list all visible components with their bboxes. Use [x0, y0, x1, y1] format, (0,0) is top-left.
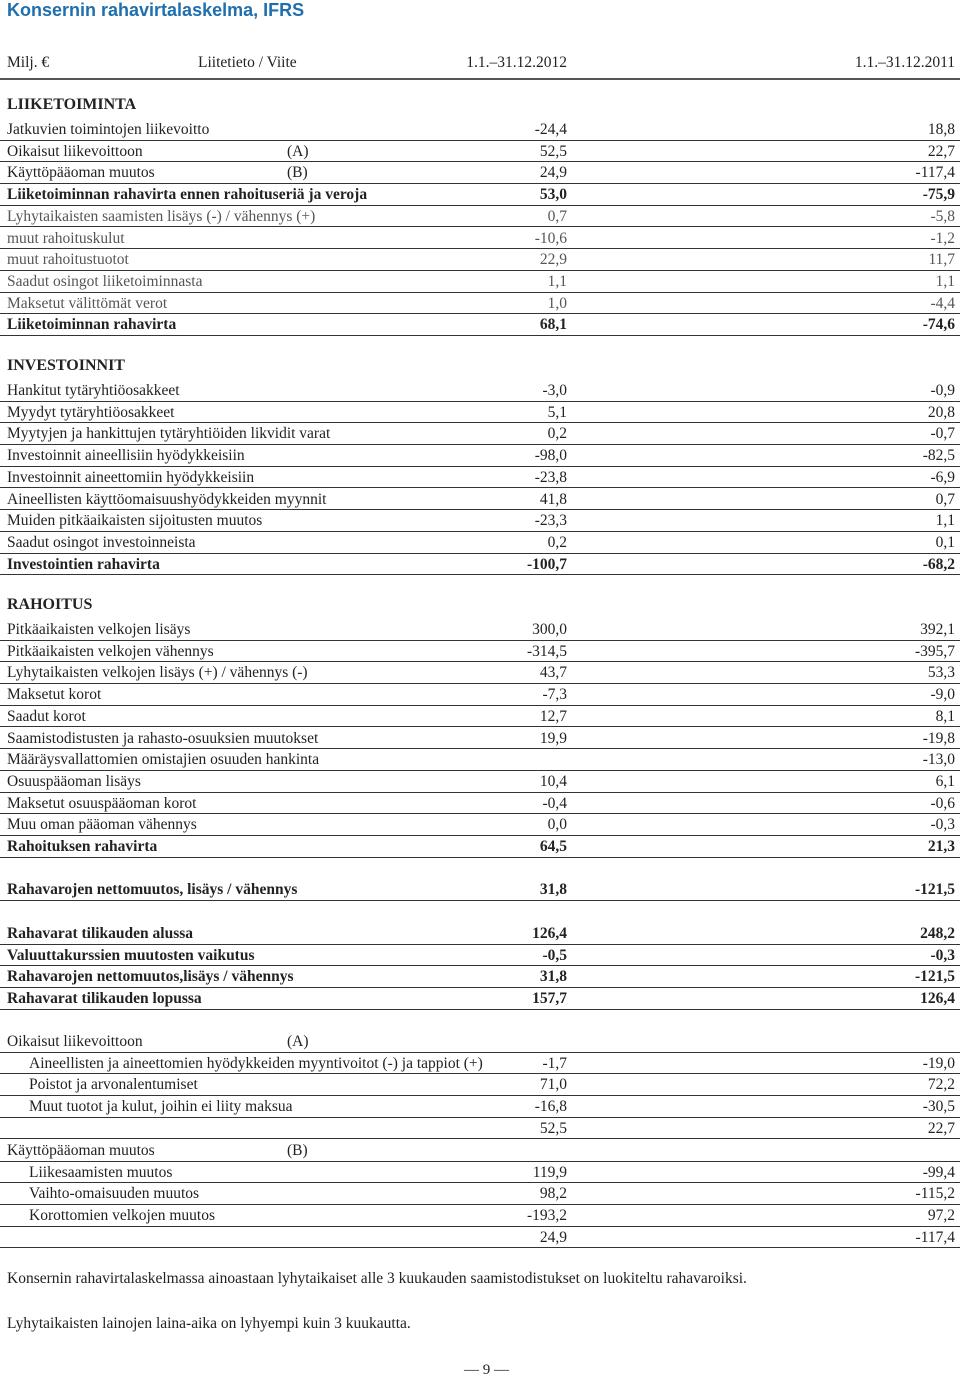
- row-value-2011: -0,3: [930, 816, 955, 834]
- row-value-2011: -395,7: [914, 642, 955, 660]
- subtotal-row: [0, 184, 960, 206]
- table-row: [0, 814, 960, 836]
- row-value-2011: -19,0: [922, 1054, 955, 1072]
- subtotal-row: [0, 314, 960, 336]
- row-value-2011: -74,6: [922, 316, 955, 334]
- row-note: (A): [287, 142, 309, 160]
- net-change-row: [0, 879, 960, 901]
- row-value-2012: -10,6: [534, 229, 567, 247]
- row-value-2011: 248,2: [920, 925, 955, 942]
- unit-label: Milj. €: [7, 54, 50, 71]
- cash-row: [0, 988, 960, 1010]
- row-label: Käyttöpääoman muutos: [7, 164, 155, 182]
- table-row: [0, 402, 960, 424]
- footnote-cash: Konsernin rahavirtalaskelmassa ainoastaan lyhytaikaiset alle 3 kuukauden saamistodistukset on luokiteltu rahavaroiksi.: [7, 1270, 747, 1287]
- table-row: [0, 380, 960, 402]
- row-label: Osuuspääoman lisäys: [7, 772, 141, 790]
- row-value-2011: -0,9: [930, 382, 955, 399]
- row-value-2011: -19,8: [922, 729, 955, 747]
- row-value-2011: -0,3: [930, 946, 955, 964]
- table-row: [0, 445, 960, 467]
- row-label: Saadut osingot liiketoiminnasta: [7, 272, 203, 290]
- row-value-2011: -75,9: [922, 186, 955, 204]
- row-label: Liiketoiminnan rahavirta ennen rahoituseriä ja veroja: [7, 186, 368, 204]
- row-value-2011: -115,2: [915, 1185, 955, 1203]
- row-value-2012: -100,7: [526, 555, 567, 573]
- row-value-2012: 1,0: [547, 294, 567, 312]
- row-value-2012: 41,8: [539, 490, 567, 508]
- row-label: Myydyt tytäryhtiöosakkeet: [7, 403, 175, 421]
- row-value-2012: -7,3: [542, 686, 567, 704]
- table-row: [0, 532, 960, 554]
- period-2011-header: 1.1.–31.12.2011: [854, 54, 955, 71]
- table-row: [0, 119, 960, 141]
- table-header: [0, 54, 960, 74]
- row-value-2012: 5,1: [547, 403, 567, 421]
- section-financing: RAHOITUS: [7, 596, 93, 613]
- row-value-2011: 11,7: [928, 251, 955, 269]
- row-label: Rahavarojen nettomuutos, lisäys / vähennys: [7, 881, 298, 898]
- table-row: [0, 1074, 960, 1096]
- row-value-2012: -0,4: [542, 794, 567, 812]
- row-value-2011: 21,3: [927, 838, 955, 855]
- row-label: muut rahoituskulut: [7, 229, 125, 247]
- table-row: [0, 1162, 960, 1184]
- table-row: [0, 228, 960, 250]
- row-value-2011: -117,4: [915, 164, 955, 182]
- table-row: [0, 749, 960, 771]
- row-value-2012: 126,4: [532, 925, 567, 942]
- row-label: Jatkuvien toimintojen liikevoitto: [7, 121, 210, 138]
- row-label: Käyttöpääoman muutos: [7, 1142, 155, 1159]
- row-label: Rahavarat tilikauden lopussa: [7, 990, 202, 1008]
- table-row: [0, 706, 960, 728]
- table-row: [0, 619, 960, 641]
- row-value-2012: -23,3: [534, 512, 567, 530]
- working-capital-heading: [0, 1140, 960, 1162]
- row-label: Maksetut korot: [7, 686, 102, 704]
- adjustments-total: [0, 1118, 960, 1140]
- row-value-2011: -68,2: [922, 555, 955, 573]
- adjustments-heading: [0, 1031, 960, 1053]
- table-row: [0, 1053, 960, 1075]
- row-note: (A): [287, 1033, 309, 1050]
- cash-row: [0, 966, 960, 988]
- row-value-2012: -1,7: [542, 1054, 567, 1072]
- row-value-2012: 98,2: [539, 1185, 567, 1203]
- table-row: [0, 793, 960, 815]
- row-value-2012: 68,1: [539, 316, 567, 334]
- row-value-2012: -3,0: [542, 382, 567, 399]
- row-value-2012: 31,8: [539, 968, 567, 986]
- row-value-2012: 157,7: [532, 990, 567, 1008]
- row-value-2011: 22,7: [927, 1119, 955, 1137]
- row-label: muut rahoitustuotot: [7, 251, 129, 269]
- row-value-2012: 22,9: [539, 251, 567, 269]
- row-value-2012: 0,2: [547, 533, 567, 551]
- row-value-2012: -23,8: [534, 468, 567, 486]
- row-value-2011: 53,3: [927, 664, 955, 682]
- row-value-2011: -121,5: [914, 881, 955, 898]
- row-value-2012: -16,8: [534, 1098, 567, 1116]
- table-row: [0, 162, 960, 184]
- row-label: Korottomien velkojen muutos: [29, 1207, 215, 1225]
- row-value-2012: 71,0: [539, 1076, 567, 1094]
- row-label: Saadut korot: [7, 707, 86, 725]
- row-value-2012: 12,7: [539, 707, 567, 725]
- table-row: [0, 510, 960, 532]
- row-label: Liiketoiminnan rahavirta: [7, 316, 177, 334]
- row-label: Investoinnit aineellisiin hyödykkeisiin: [7, 447, 245, 465]
- subtotal-row: [0, 554, 960, 576]
- page-title: Konsernin rahavirtalaskelma, IFRS: [7, 0, 305, 20]
- cash-row: [0, 923, 960, 945]
- table-row: [0, 641, 960, 663]
- row-value-2011: -6,9: [930, 468, 955, 486]
- row-value-2011: -99,4: [922, 1163, 955, 1181]
- row-label: Maksetut osuuspääoman korot: [7, 794, 197, 812]
- table-row: [0, 1096, 960, 1118]
- row-label: Pitkäaikaisten velkojen vähennys: [7, 642, 214, 660]
- row-value-2011: 1,1: [935, 512, 955, 530]
- row-value-2011: 1,1: [935, 272, 955, 290]
- table-row: [0, 249, 960, 271]
- row-value-2011: -121,5: [914, 968, 955, 986]
- row-value-2012: 52,5: [539, 142, 567, 160]
- working-capital-total: [0, 1227, 960, 1249]
- row-value-2012: 64,5: [539, 838, 567, 855]
- row-label: Investointien rahavirta: [7, 555, 160, 573]
- row-label: Muut tuotot ja kulut, joihin ei liity maksua: [29, 1098, 293, 1116]
- row-value-2011: -0,6: [930, 794, 955, 812]
- row-value-2012: 24,9: [539, 164, 567, 182]
- table-row: [0, 423, 960, 445]
- row-label: Rahoituksen rahavirta: [7, 838, 158, 855]
- row-value-2012: 1,1: [547, 272, 567, 290]
- row-label: Maksetut välittömät verot: [7, 294, 168, 312]
- row-label: Oikaisut liikevoittoon: [7, 142, 143, 160]
- row-value-2011: -13,0: [922, 751, 955, 769]
- table-row: [0, 1205, 960, 1227]
- row-value-2011: -4,4: [930, 294, 955, 312]
- table-row: [0, 467, 960, 489]
- table-row: [0, 662, 960, 684]
- row-value-2012: 300,0: [532, 621, 567, 638]
- row-value-2011: 0,1: [935, 533, 955, 551]
- table-row: [0, 728, 960, 750]
- table-row: [0, 771, 960, 793]
- row-value-2011: 8,1: [935, 707, 955, 725]
- row-value-2011: -82,5: [922, 447, 955, 465]
- row-value-2011: 0,7: [935, 490, 955, 508]
- table-row: [0, 293, 960, 315]
- footnote-loans: Lyhytaikaisten lainojen laina-aika on lyhyempi kuin 3 kuukautta.: [7, 1315, 411, 1332]
- row-value-2011: 6,1: [935, 772, 955, 790]
- row-label: Muiden pitkäaikaisten sijoitusten muutos: [7, 512, 263, 530]
- note-column-header: Liitetieto / Viite: [198, 54, 297, 71]
- row-label: Saadut osingot investoinneista: [7, 533, 196, 551]
- row-note: (B): [287, 164, 308, 182]
- row-value-2012: 53,0: [539, 186, 567, 204]
- row-label: Rahavarojen nettomuutos,lisäys / vähennys: [7, 968, 294, 986]
- row-value-2011: -5,8: [930, 207, 955, 225]
- row-label: Poistot ja arvonalentumiset: [29, 1076, 198, 1094]
- row-value-2011: 126,4: [920, 990, 955, 1008]
- row-value-2011: -30,5: [922, 1098, 955, 1116]
- row-value-2012: 10,4: [539, 772, 567, 790]
- row-label: Valuuttakurssien muutosten vaikutus: [7, 946, 255, 964]
- row-label: Investoinnit aineettomiin hyödykkeisiin: [7, 468, 255, 486]
- row-label: Lyhytaikaisten saamisten lisäys (-) / vähennys (+): [7, 207, 316, 225]
- row-label: Myytyjen ja hankittujen tytäryhtiöiden likvidit varat: [7, 425, 331, 443]
- row-value-2012: 19,9: [539, 729, 567, 747]
- row-value-2011: 20,8: [927, 403, 955, 421]
- row-label: Vaihto-omaisuuden muutos: [29, 1185, 200, 1203]
- subtotal-row: [0, 836, 960, 858]
- row-value-2012: 0,7: [547, 207, 567, 225]
- row-label: Rahavarat tilikauden alussa: [7, 925, 194, 942]
- row-label: Saamistodistusten ja rahasto-osuuksien muutokset: [7, 729, 319, 747]
- table-row: [0, 1183, 960, 1205]
- row-value-2012: 31,8: [539, 881, 567, 898]
- row-value-2011: -1,2: [930, 229, 955, 247]
- row-label: Muu oman pääoman vähennys: [7, 816, 197, 834]
- row-value-2012: 24,9: [539, 1228, 567, 1246]
- cash-row: [0, 945, 960, 967]
- row-value-2012: -314,5: [526, 642, 567, 660]
- row-value-2011: 18,8: [927, 121, 955, 138]
- section-investing: INVESTOINNIT: [7, 357, 125, 374]
- row-value-2011: -9,0: [930, 686, 955, 704]
- row-note: (B): [287, 1142, 308, 1159]
- row-label: Määräysvallattomien omistajien osuuden hankinta: [7, 751, 320, 769]
- row-value-2011: 97,2: [927, 1207, 955, 1225]
- table-row: [0, 206, 960, 228]
- row-value-2012: 0,0: [547, 816, 567, 834]
- row-value-2011: 72,2: [927, 1076, 955, 1094]
- row-value-2012: 43,7: [539, 664, 567, 682]
- row-value-2011: -117,4: [915, 1228, 955, 1246]
- table-row: [0, 684, 960, 706]
- table-row: [0, 271, 960, 293]
- row-value-2012: -0,5: [542, 946, 567, 964]
- table-row: [0, 489, 960, 511]
- row-value-2012: 119,9: [532, 1163, 567, 1181]
- row-value-2012: -24,4: [534, 121, 567, 138]
- row-label: Oikaisut liikevoittoon: [7, 1033, 143, 1050]
- period-2012-header: 1.1.–31.12.2012: [466, 54, 567, 71]
- row-label: Liikesaamisten muutos: [29, 1163, 173, 1181]
- row-value-2012: -193,2: [526, 1207, 567, 1225]
- row-label: Hankitut tytäryhtiöosakkeet: [7, 382, 180, 399]
- table-row: [0, 141, 960, 163]
- row-label: Lyhytaikaisten velkojen lisäys (+) / vähennys (-): [7, 664, 308, 682]
- row-value-2011: -0,7: [930, 425, 955, 443]
- row-value-2012: 0,2: [547, 425, 567, 443]
- row-value-2012: 52,5: [539, 1119, 567, 1137]
- row-label: Pitkäaikaisten velkojen lisäys: [7, 621, 191, 638]
- row-label: Aineellisten ja aineettomien hyödykkeiden myyntivoitot (-) ja tappiot (+): [29, 1054, 483, 1072]
- row-value-2012: -98,0: [534, 447, 567, 465]
- page-number: — 9 —: [464, 1362, 509, 1378]
- header-divider: [0, 78, 960, 80]
- section-operating: LIIKETOIMINTA: [7, 96, 137, 113]
- row-value-2011: 22,7: [927, 142, 955, 160]
- row-label: Aineellisten käyttöomaisuushyödykkeiden myynnit: [7, 490, 327, 508]
- row-value-2011: 392,1: [920, 621, 955, 638]
